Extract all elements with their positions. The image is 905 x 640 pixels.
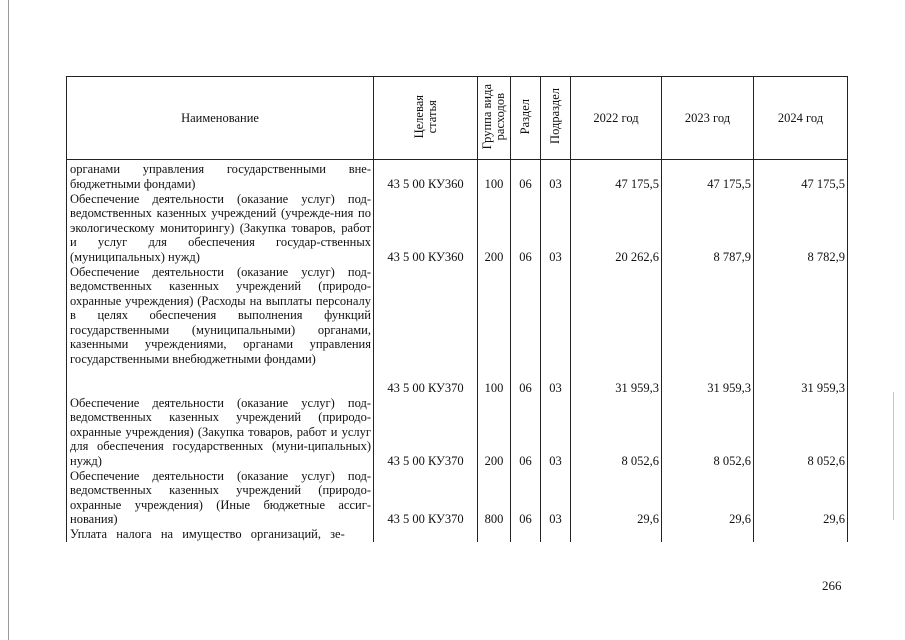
row-2023: 47 175,5 — [662, 160, 754, 192]
row-subsection: 03 — [541, 265, 571, 396]
row-2024: 47 175,5 — [754, 160, 848, 192]
row-2023 — [662, 527, 754, 542]
row-2022: 20 262,6 — [571, 192, 662, 265]
row-name: Обеспечение деятельности (оказание услуг) под-ведомственных казенных учреждений (природо-охранные учреждения) (Иные бюджетные ассиг-нования) — [67, 469, 374, 527]
row-2024: 8 052,6 — [754, 396, 848, 469]
row-subsection: 03 — [541, 192, 571, 265]
page-left-edge — [8, 0, 9, 640]
page-right-edge — [893, 392, 894, 520]
row-subsection: 03 — [541, 469, 571, 527]
row-target — [374, 527, 478, 542]
row-2023: 31 959,3 — [662, 265, 754, 396]
header-target: Целевая статья — [374, 77, 478, 160]
table-row — [67, 265, 848, 396]
row-2024 — [754, 527, 848, 542]
row-group: 100 — [478, 160, 511, 192]
row-name: органами управления государственными вне-бюджетными фондами) — [67, 160, 374, 192]
row-2022: 8 052,6 — [571, 396, 662, 469]
row-target: 43 5 00 КУ360 — [374, 160, 478, 192]
row-2022: 47 175,5 — [571, 160, 662, 192]
row-group: 200 — [478, 192, 511, 265]
header-2023: 2023 год — [662, 77, 754, 160]
row-group — [478, 527, 511, 542]
row-2022: 31 959,3 — [571, 265, 662, 396]
row-section: 06 — [511, 160, 541, 192]
row-section: 06 — [511, 469, 541, 527]
row-section: 06 — [511, 265, 541, 396]
table-row — [67, 160, 848, 192]
row-2024: 8 782,9 — [754, 192, 848, 265]
row-2024: 31 959,3 — [754, 265, 848, 396]
row-2022 — [571, 527, 662, 542]
row-name: Уплата налога на имущество организаций, зе- — [67, 527, 374, 542]
row-section: 06 — [511, 396, 541, 469]
row-section: 06 — [511, 192, 541, 265]
row-target: 43 5 00 КУ370 — [374, 265, 478, 396]
row-2023: 8 787,9 — [662, 192, 754, 265]
row-2023: 29,6 — [662, 469, 754, 527]
header-2022: 2022 год — [571, 77, 662, 160]
row-section — [511, 527, 541, 542]
page-number: 266 — [822, 578, 842, 593]
budget-table — [66, 76, 848, 542]
row-subsection: 03 — [541, 396, 571, 469]
row-2023: 8 052,6 — [662, 396, 754, 469]
row-name: Обеспечение деятельности (оказание услуг) под-ведомственных казенных учреждений (учрежде-ния по экологическому мониторингу) (Закупка товаров, работ и услуг для обеспечения государ-ственных (муниципальных) нужд) — [67, 192, 374, 265]
table-header-row — [67, 77, 848, 160]
row-group: 800 — [478, 469, 511, 527]
row-name: Обеспечение деятельности (оказание услуг) под-ведомственных казенных учреждений (природо-охранные учреждения) (Закупка товаров, работ и услуг для обеспечения государственных (муни-ципальных) нужд) — [67, 396, 374, 469]
table-row — [67, 396, 848, 469]
header-2024: 2024 год — [754, 77, 848, 160]
row-target: 43 5 00 КУ370 — [374, 469, 478, 527]
row-group: 200 — [478, 396, 511, 469]
row-subsection: 03 — [541, 160, 571, 192]
header-name: Наименование — [67, 77, 374, 160]
header-expense-group: Группа вида расходов — [478, 77, 511, 160]
row-target: 43 5 00 КУ360 — [374, 192, 478, 265]
row-2022: 29,6 — [571, 469, 662, 527]
row-name: Обеспечение деятельности (оказание услуг) под-ведомственных казенных учреждений (природо-охранные учреждения) (Расходы на выплаты персоналу в целях обеспечения выполнения функций государственными (муниципальными) органами, казенными учреждениями, органами управления государственными внебюджетными фондами) — [67, 265, 374, 396]
row-2024: 29,6 — [754, 469, 848, 527]
row-target: 43 5 00 КУ370 — [374, 396, 478, 469]
row-group: 100 — [478, 265, 511, 396]
table-row — [67, 469, 848, 527]
header-subsection: Подраздел — [541, 77, 571, 160]
row-subsection — [541, 527, 571, 542]
header-section: Раздел — [511, 77, 541, 160]
table-row — [67, 192, 848, 265]
table-row — [67, 527, 848, 542]
